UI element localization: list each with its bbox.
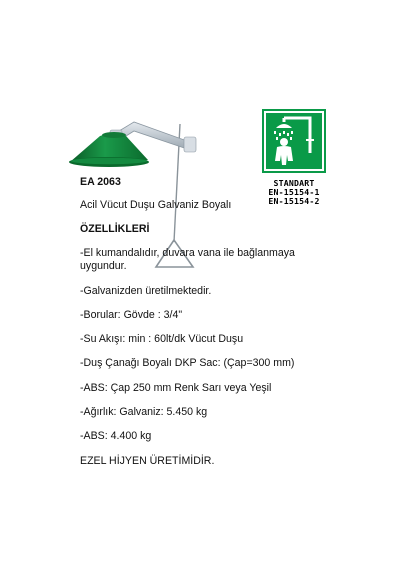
feature-item: -ABS: 4.400 kg	[80, 430, 152, 442]
sign-standard-2: EN-15154-2	[268, 196, 320, 206]
sign-standard-1: EN-15154-1	[268, 187, 320, 197]
product-code: EA 2063	[80, 176, 121, 188]
closing-note: EZEL HİJYEN ÜRETİMİDİR.	[80, 455, 215, 467]
sign-title: STANDART	[273, 178, 315, 188]
feature-item: -Borular: Gövde : 3/4"	[80, 309, 183, 321]
feature-item: -Galvanizden üretilmektedir.	[80, 285, 212, 297]
section-title: ÖZELLİKLERİ	[80, 223, 150, 235]
feature-item: -ABS: Çap 250 mm Renk Sarı veya Yeşil	[80, 382, 272, 394]
feature-item: -Ağırlık: Galvaniz: 5.450 kg	[80, 406, 208, 418]
feature-item: -Duş Çanağı Boyalı DKP Sac: (Çap=300 mm)	[80, 357, 295, 369]
feature-item: -Su Akışı: min : 60lt/dk Vücut Duşu	[80, 333, 244, 345]
product-name: Acil Vücut Duşu Galvaniz Boyalı	[80, 199, 232, 211]
feature-item: -El kumandalıdır, duvara vana ile bağlanmaya uygundur.	[80, 247, 295, 272]
safety-shower-icon	[262, 109, 326, 173]
emergency-shower-sign	[262, 109, 326, 173]
